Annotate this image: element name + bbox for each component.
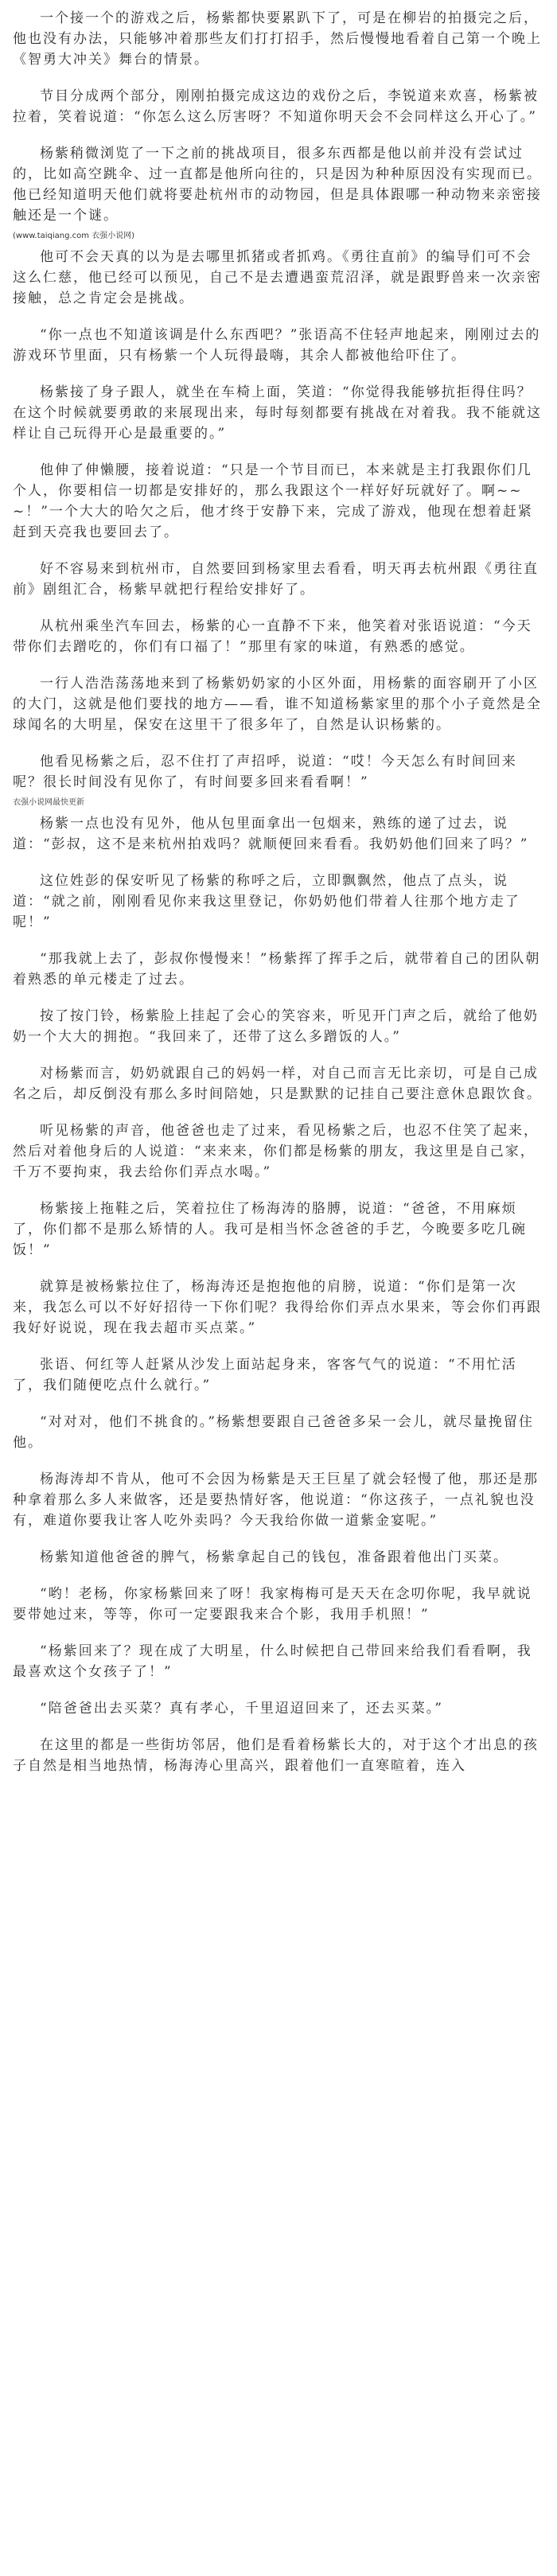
paragraph: 听见杨紫的声音，他爸爸也走了过来，看见杨紫之后，也忍不住笑了起来，然后对着他身后的人说道：“来来来，你们都是杨紫的朋友，我这里是自己家，千万不要拘束，我去给你们弄点水喝。” — [13, 1123, 539, 1180]
paragraph: 他伸了伸懒腰，接着说道：“只是一个节目而已，本来就是主打我跟你们几个人，你要相信一切都是安排好的，那么我跟这个一样好好玩就好了。啊~~~！”一个大大的哈欠之后，他才终于安静下来，完成了游戏，他现在想着赶紧赶到天亮我也要回去了。 — [13, 462, 533, 540]
paragraph: 就算是被杨紫拉住了，杨海涛还是抱抱他的肩膀，说道：“你们是第一次来，我怎么可以不好好招待一下你们呢？我得给你们弄点水果来，等会你们再跟我好好说说，现在我去超市买点菜。” — [13, 1279, 542, 1336]
paragraph: 杨海涛却不肯从，他可不会因为杨紫是天王巨星了就会轻慢了他，那还是那种拿着那么多人来做客，还是要热情好客，他说道：“你这孩子，一点礼貌也没有，难道你要我让客人吃外卖吗？今天我给你做一道紫金宴呢。” — [13, 1471, 539, 1529]
paragraph: “杨紫回来了？现在成了大明星，什么时候把自己带回来给我们看看啊，我最喜欢这个女孩子了！” — [13, 1643, 532, 1680]
paragraph: 节目分成两个部分，刚刚拍摄完成这边的戏份之后，李锐道来欢喜，杨紫被拉着，笑着说道：“你怎么这么厉害呀？不知道你明天会不会同样这么开心了。” — [13, 88, 539, 125]
paragraph: 他可不会天真的以为是去哪里抓猪或者抓鸡。《勇往直前》的编导们可不会这么仁慈，他已经可以预见，自己不是去遭遇蛮荒沼泽，就是跟野兽来一次亲密接触，总之肯定会是挑战。 — [13, 249, 542, 306]
paragraph: “哟！老杨，你家杨紫回来了呀！我家梅梅可是天天在念叨你呢，我早就说要带她过来，等等，你可一定要跟我来合个影，我用手机照！” — [13, 1586, 532, 1623]
paragraph: “对对对，他们不挑食的。”杨紫想要跟自己爸爸多呆一会儿，就尽量挽留住他。 — [13, 1414, 534, 1451]
paragraph: 杨紫一点也没有见外，他从包里面拿出一包烟来，熟练的递了过去，说道：“彭叔，这不是来杭州拍戏吗？就顺便回来看看。我奶奶他们回来了吗？” — [13, 816, 529, 852]
paragraph: 一个接一个的游戏之后，杨紫都快要累趴下了，可是在柳岩的拍摄完之后，他也没有办法，只能够冲着那些友们打打招手，然后慢慢地看着自己第一个晚上《智勇大冲关》舞台的情景。 — [13, 10, 542, 68]
paragraph: 好不容易来到杭州市，自然要回到杨家里去看看，明天再去杭州跟《勇往直前》剧组汇合，杨紫早就把行程给安排好了。 — [13, 561, 539, 598]
paragraph: 杨紫稍微浏览了一下之前的挑战项目，很多东西都是他以前并没有尝试过的，比如高空跳伞、过一直都是他所向往的，只是因为种种原因没有实现而已。他已经知道明天他们就将要赴杭州市的动物园，但是具体跟哪一种动物来亲密接触还是一个谜。 — [13, 146, 542, 224]
paragraph: 他看见杨紫之后，忍不住打了声招呼，说道：“哎！今天怎么有时间回来呢？很长时间没有见你了，有时间要多回来看看啊！” — [13, 754, 517, 790]
paragraph: “你一点也不知道该调是什么东西吧？”张语高不住轻声地起来，刚刚过去的游戏环节里面，只有杨紫一个人玩得最嗨，其余人都被他给吓住了。 — [13, 327, 541, 364]
paragraph: 按了按门铃，杨紫脸上挂起了会心的笑容来，听见开门声之后，就给了他奶奶一个大大的拥抱。“我回来了，还带了这么多蹭饭的人。” — [13, 1008, 539, 1045]
paragraph: 杨紫接上拖鞋之后，笑着拉住了杨海涛的胳膊，说道：“爸爸，不用麻烦了，你们都不是那么矫情的人。我可是相当怀念爸爸的手艺，今晚要多吃几碗饭！” — [13, 1201, 527, 1258]
paragraph: 这位姓彭的保安听见了杨紫的称呼之后，立即飘飘然，他点了点头，说道：“就之前，刚刚看见你来我这里登记，你奶奶他们带着人往那个地方走了呢！” — [13, 873, 520, 930]
paragraph: 杨紫知道他爸爸的脾气，杨紫拿起自己的钱包，准备跟着他出门买菜。 — [40, 1549, 508, 1565]
paragraph: 杨紫接了身子跟人，就坐在车椅上面，笑道：“你觉得我能够抗拒得住吗？在这个时候就要勇敢的来展现出来，每时每刻都要有挑战在对着我。我不能就这样让自己玩得开心是最重要的。” — [13, 384, 542, 442]
site-watermark-note: (www.taiqiang.com 衣强小说网) — [13, 232, 135, 240]
paragraph: 从杭州乘坐汽车回去，杨紫的心一直静不下来，他笑着对张语说道：“今天带你们去蹭吃的，你们有口福了！”那里有家的味道，有熟悉的感觉。 — [13, 618, 532, 655]
paragraph: 在这里的都是一些街坊邻居，他们是看着杨紫长大的，对于这个才出息的孩子自然是相当地热情，杨海涛心里高兴，跟着他们一直寒暄着，连入 — [13, 1737, 539, 1774]
paragraph: 张语、何红等人赶紧从沙发上面站起身来，客客气气的说道：“不用忙活了，我们随便吃点什么就行。” — [13, 1357, 517, 1393]
paragraph: 一行人浩浩荡荡地来到了杨紫奶奶家的小区外面，用杨紫的面容刷开了小区的大门，这就是他们要找的地方——看，谁不知道杨紫家里的那个小子竟然是全球闻名的大明星，保安在这里干了很多年了，自然是认识杨紫的。 — [13, 676, 542, 733]
paragraph: 对杨紫而言，奶奶就跟自己的妈妈一样，对自己而言无比亲切，可是自己成名之后，却反倒没有那么多时间陪她，只是默默的记挂自己要注意休息跟饮食。 — [13, 1066, 542, 1102]
update-watermark-note: 衣强小说网最快更新 — [13, 798, 84, 807]
paragraph: “那我就上去了，彭叔你慢慢来！”杨紫挥了挥手之后，就带着自己的团队朝着熟悉的单元楼走了过去。 — [13, 951, 541, 988]
paragraph: “陪爸爸出去买菜？真有孝心，千里迢迢回来了，还去买菜。” — [40, 1701, 443, 1717]
